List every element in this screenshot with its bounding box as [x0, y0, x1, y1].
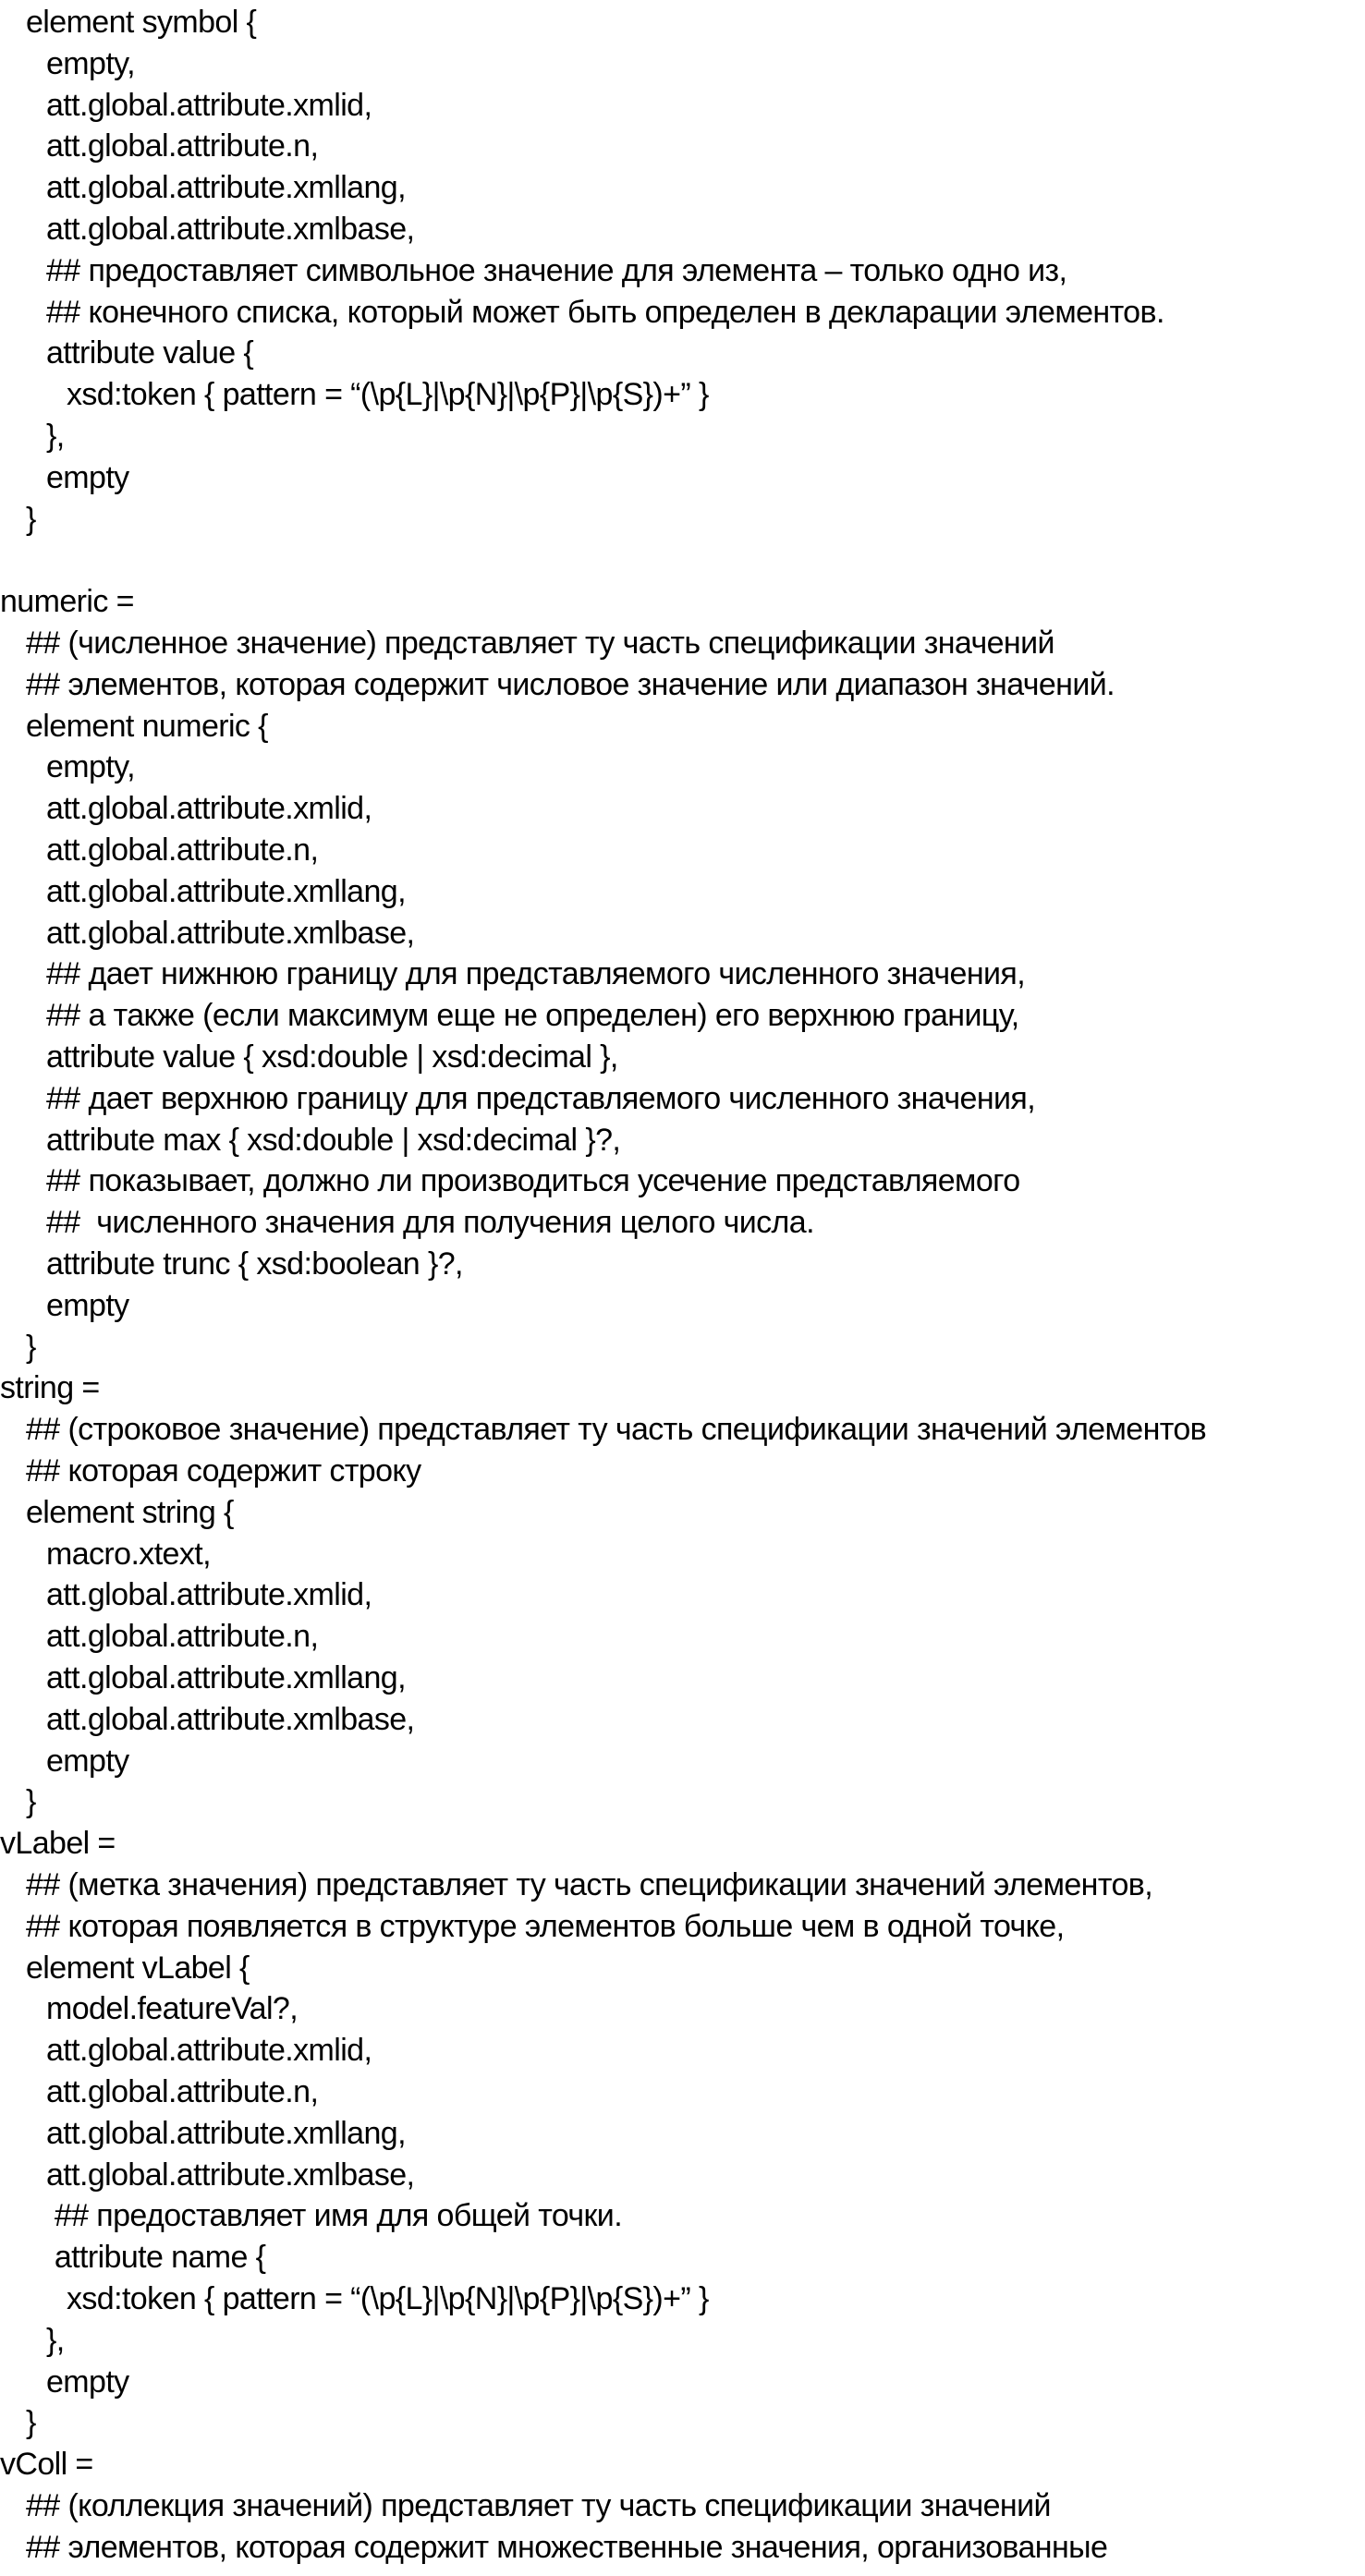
code-line: ## предоставляет символьное значение для элемента – только одно из, [46, 252, 1067, 288]
code-line: ## а также (если максимум еще не определен) его верхнюю границу, [46, 998, 1019, 1034]
code-line: model.featureVal?, [46, 1991, 299, 2027]
code-line: empty [46, 1743, 129, 1779]
code-line: att.global.attribute.n, [46, 1619, 319, 1655]
code-line: element string { [26, 1494, 234, 1530]
code-line: } [26, 1784, 36, 1820]
code-line: att.global.attribute.xmlid, [46, 791, 372, 827]
code-line: att.global.attribute.xmlid, [46, 2033, 372, 2069]
code-line: att.global.attribute.xmllang, [46, 170, 406, 206]
code-line: ## (численное значение) представляет ту часть спецификации значений [26, 626, 1054, 661]
code-line: att.global.attribute.xmlbase, [46, 212, 415, 247]
code-line: } [26, 1329, 36, 1365]
code-line: attribute trunc { xsd:boolean }?, [46, 1246, 463, 1282]
code-line: ## элементов, которая содержит множественные значения, организованные [26, 2529, 1108, 2565]
code-line: }, [46, 2322, 65, 2358]
code-line: att.global.attribute.xmlbase, [46, 915, 415, 951]
code-line: att.global.attribute.n, [46, 2074, 319, 2109]
code-line: ## которая содержит строку [26, 1453, 421, 1488]
code-line: att.global.attribute.xmlid, [46, 87, 372, 123]
code-line: ## дает нижнюю границу для представляемого численного значения, [46, 956, 1026, 992]
code-line: ## (строковое значение) представляет ту часть спецификации значений элементов [26, 1412, 1207, 1448]
code-line: ## конечного списка, который может быть определен в декларации элементов. [46, 294, 1164, 330]
code-line: string = [0, 1370, 100, 1406]
code-line: attribute max { xsd:double | xsd:decimal }?, [46, 1122, 621, 1158]
code-line: element symbol { [26, 5, 257, 40]
code-line: attribute value { [46, 335, 254, 371]
code-line: numeric = [0, 584, 134, 620]
code-line: att.global.attribute.xmllang, [46, 873, 406, 909]
code-line: } [26, 2405, 36, 2441]
code-line: }, [46, 419, 65, 454]
code-line: element numeric { [26, 708, 268, 744]
code-line: ## показывает, должно ли производиться усечение представляемого [46, 1163, 1020, 1199]
code-line: vLabel = [0, 1826, 116, 1862]
code-line: empty [46, 2363, 129, 2400]
code-line: attribute name { [46, 2240, 266, 2276]
code-line: att.global.attribute.xmllang, [46, 2115, 406, 2151]
code-line: att.global.attribute.xmlbase, [46, 2157, 415, 2193]
code-line: empty, [46, 45, 135, 81]
code-line: att.global.attribute.n, [46, 128, 319, 164]
code-line: ## которая появляется в структуре элементов больше чем в одной точке, [26, 1908, 1065, 1944]
code-line: element vLabel { [26, 1950, 250, 1986]
code-line: empty [46, 1287, 129, 1323]
code-line: att.global.attribute.n, [46, 832, 319, 868]
code-line: att.global.attribute.xmlbase, [46, 1701, 415, 1737]
code-line: empty, [46, 749, 135, 785]
code-line: ## дает верхнюю границу для представляемого численного значения, [46, 1080, 1036, 1116]
code-line: vColl = [0, 2447, 93, 2483]
code-line: ## предоставляет имя для общей точки. [46, 2198, 623, 2234]
code-line: ## элементов, которая содержит числовое значение или диапазон значений. [26, 666, 1115, 702]
code-line: att.global.attribute.xmlid, [46, 1577, 372, 1613]
code-line: ## (метка значения) представляет ту часть спецификации значений элементов, [26, 1867, 1153, 1902]
code-line: att.global.attribute.xmllang, [46, 1660, 406, 1695]
code-line: xsd:token { pattern = “(\p{L}|\p{N}|\p{P}|\p{S})+” } [67, 377, 709, 413]
code-line: ## (коллекция значений) представляет ту часть спецификации значений [26, 2488, 1051, 2523]
code-line: empty [46, 459, 129, 495]
code-line: ## численного значения для получения целого числа. [46, 1205, 814, 1241]
code-line: } [26, 501, 36, 537]
code-line: attribute value { xsd:double | xsd:decimal }, [46, 1039, 618, 1075]
code-line: xsd:token { pattern = “(\p{L}|\p{N}|\p{P}|\p{S})+” } [67, 2281, 709, 2316]
code-line: macro.xtext, [46, 1536, 211, 1572]
